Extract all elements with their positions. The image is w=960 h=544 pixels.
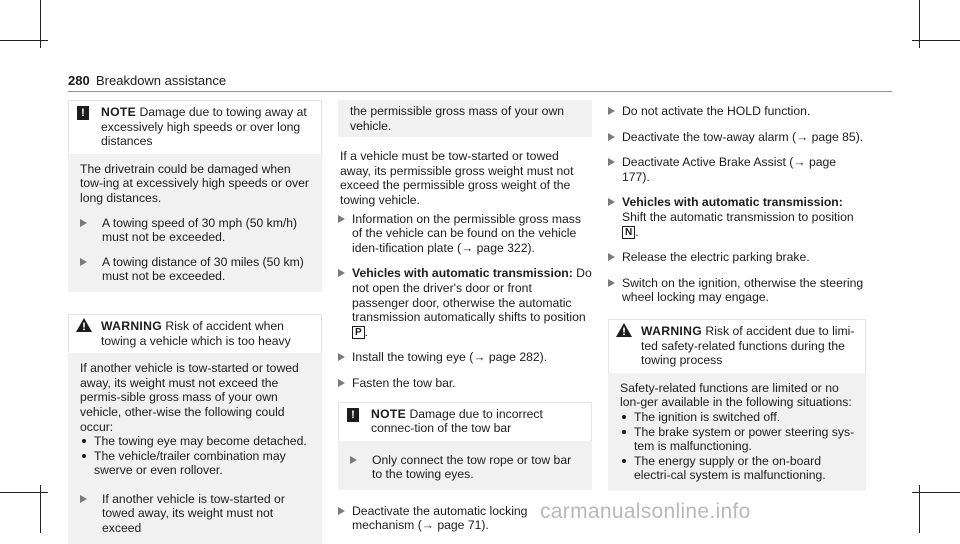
column-2 [330,100,592,544]
step-item [600,104,866,119]
column-3 [600,100,866,491]
list-item: The energy supply or the on-board electri-cal system is malfunctioning. [620,454,858,483]
arrow-icon [608,253,615,261]
paragraph: If a vehicle must be tow-started or towed away, its permissible gross weight must not exceed the permissible gross weight of the towing vehicle. [340,149,574,207]
arrow-icon [350,456,357,464]
arrow-icon [338,269,345,277]
header-rule [68,91,892,92]
note-icon: ! [347,408,359,422]
note-label: NOTE [101,105,137,119]
arrow-icon [608,198,615,206]
step-text: Switch on the ignition, otherwise the steering wheel locking may engage. [622,275,864,305]
step-item [600,276,866,305]
step-item [330,376,592,391]
step-text: Shift the automatic transmission to position [622,209,854,224]
list-item-text: A towing distance of 30 miles (50 km) must not be exceeded. [102,254,304,284]
step-item [330,350,592,365]
note-icon: ! [77,106,89,120]
warning-title: Risk of accident due to limi-ted safety-related functions during the towing process [641,323,855,368]
arrow-icon [80,219,87,227]
gear-n-icon: N [622,226,635,239]
arrow-icon [608,279,615,287]
warning-continuation [338,100,592,137]
list-item-text: A towing speed of 30 mph (50 km/h) must not be exceeded. [102,215,298,245]
warning-header [68,314,322,353]
note-header [338,402,592,441]
arrow-icon [80,495,87,503]
crop-mark [912,40,960,41]
list-item-text: If another vehicle is tow-started or towed away, its weight must not exceed [102,491,285,536]
note-label: NOTE [371,406,407,421]
crop-mark [912,492,960,493]
step-item [600,130,866,145]
arrow-icon [338,353,345,361]
list-item: The vehicle/trailer combination may swerve or even rollover. [80,449,314,478]
warning-body [608,373,866,491]
step-text: Deactivate the tow-away alarm (→ page 85). [622,129,864,144]
page-number: 280 [68,73,90,88]
continuation-text: the permissible gross mass of your own vehicle. [350,104,565,133]
section-title: Breakdown assistance [96,73,227,88]
step-item [330,212,592,256]
warning-triangle-icon [76,318,92,332]
warning-title: Risk of accident when towing a vehicle which is too heavy [101,318,291,348]
step-text: Install the towing eye (→ page 282). [352,350,548,365]
watermark: carmanualsonline.info [540,500,751,523]
arrow-icon [608,158,615,166]
crop-mark [0,40,48,41]
note-box [68,100,322,292]
step-text: Deactivate Active Brake Assist (→ page 177). [622,155,837,184]
arrow-icon [338,215,345,223]
warning-text: If another vehicle is tow-started or towed away, its weight must not exceed the permis-sible gross mass of your own vehicle, other-wise the following could occur: [80,361,299,434]
warning-box [608,319,866,491]
warning-label: WARNING [641,323,703,338]
note-text: The drivetrain could be damaged when tow-ing at excessively high speeds or over long distances. [80,161,309,205]
step-text: Fasten the tow bar. [352,375,456,390]
arrow-icon [338,379,345,387]
step-item: Vehicles with automatic transmission: Do not open the driver's door or front passenger door, otherwise the automatic transmission automatically shifts to position P . [330,266,592,339]
gear-p-icon: P [352,326,365,339]
list-item [80,255,314,284]
column-1 [68,100,322,544]
note-header [68,100,322,154]
step-bold-text: Vehicles with automatic transmission: [352,266,573,281]
note-title: Damage due to towing away at excessively high speeds or over long distances [101,105,307,149]
arrow-icon [80,258,87,266]
warning-text: Safety-related functions are limited or no lon-ger available in the following situations: [620,380,852,410]
warning-box [68,314,322,544]
step-item [600,155,866,184]
step-item: Vehicles with automatic transmission: Shift the automatic transmission to position N . [600,195,866,239]
arrow-icon [338,507,345,515]
note-body [68,154,322,292]
crop-mark [0,492,48,493]
list-item: The ignition is switched off. [620,410,858,425]
note-body [338,441,592,490]
warning-body [68,353,322,544]
warning-label: WARNING [101,318,163,333]
note-box [338,402,592,490]
step-text: Deactivate the automatic locking mechanism (→ page 71). [352,503,528,533]
arrow-icon [608,133,615,141]
warning-header [608,319,866,373]
step-bold-text: Vehicles with automatic transmission: [622,195,843,210]
list-item [80,492,314,536]
warning-triangle-icon [616,323,632,337]
note-title: Damage due to incorrect connec-tion of the tow bar [371,406,543,436]
step-text: Information on the permissible gross mass of the vehicle can be found on the vehicle iden-tification plate (→ page 322). [352,211,581,255]
step-text: Release the electric parking brake. [622,250,810,265]
step-text: Do not open the driver's door or front passenger door, otherwise the automatic transmission automatically shifts to position [352,266,592,325]
step-item [600,250,866,265]
list-item [350,453,584,482]
list-item-text: Only connect the tow rope or tow bar to the towing eyes. [372,452,572,482]
arrow-icon [608,107,615,115]
list-item: The brake system or power steering sys-tem is malfunctioning. [620,425,858,454]
list-item: The towing eye may become detached. [80,434,314,449]
step-text: Do not activate the HOLD function. [622,104,811,118]
list-item [80,216,314,245]
